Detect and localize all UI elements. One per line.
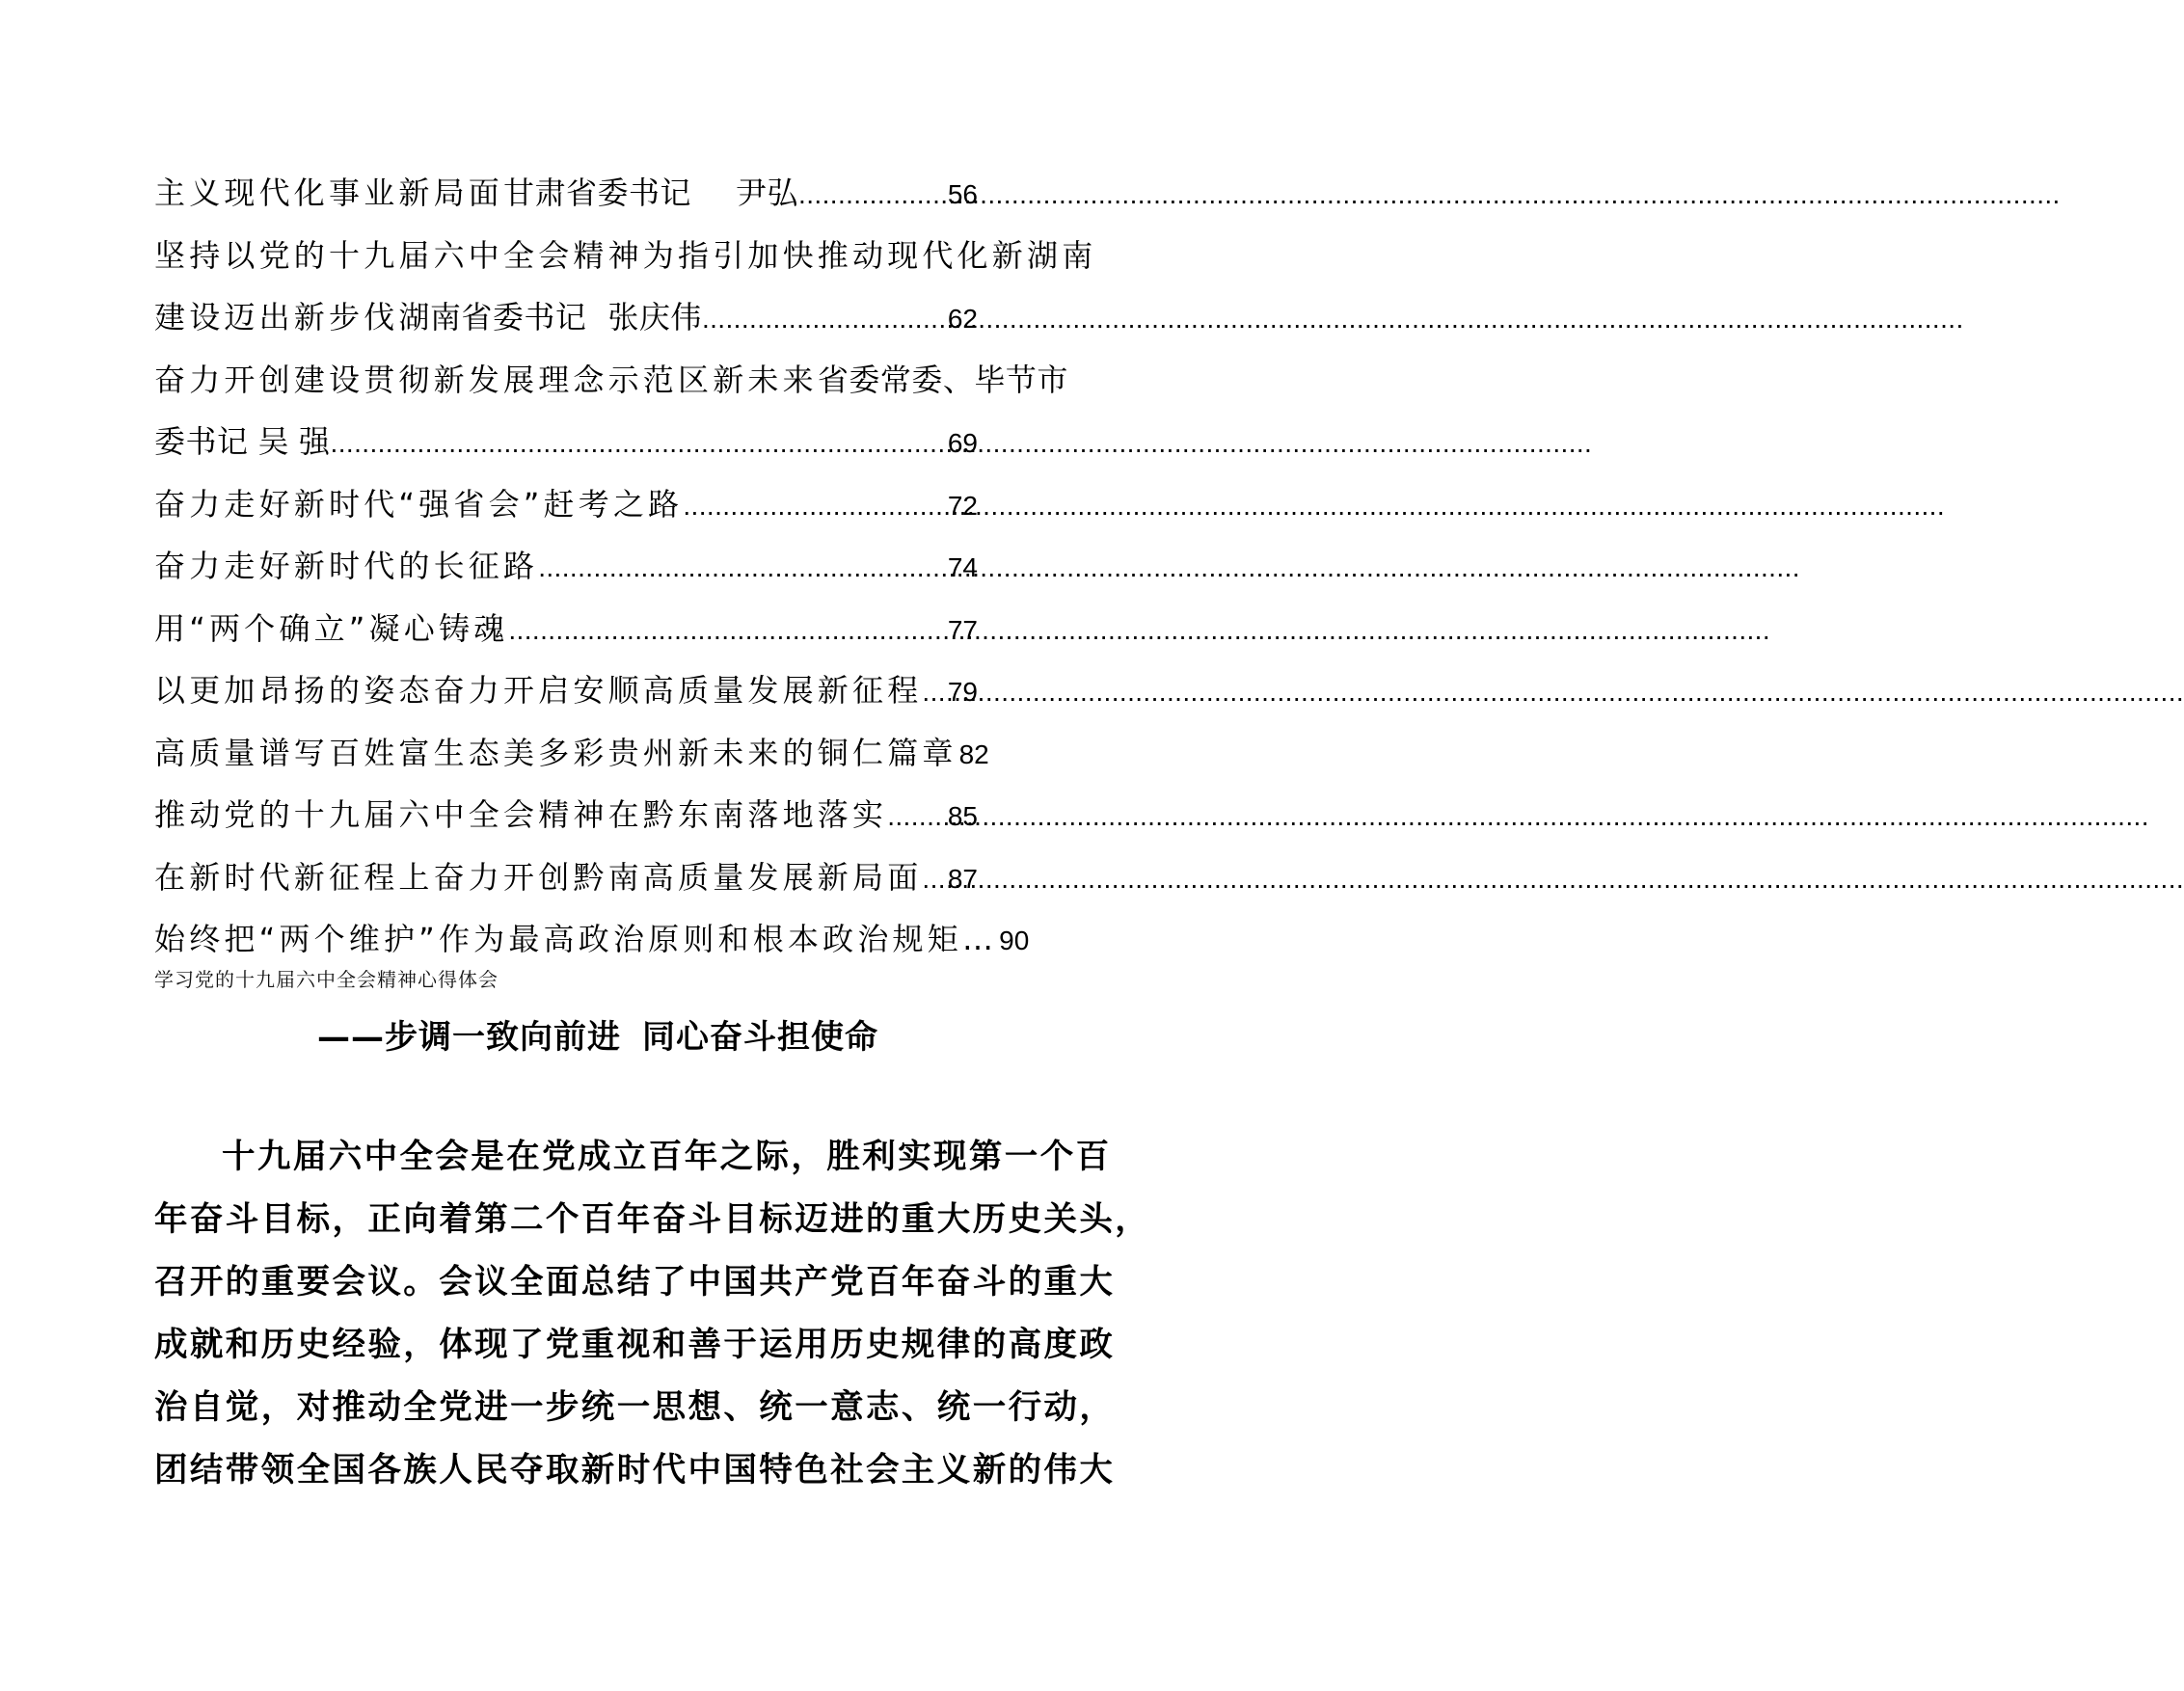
article-subtitle: ——步调一致向前进 同心奋斗担使命 [317, 1018, 878, 1057]
toc-entry[interactable] [154, 784, 978, 846]
toc-leader-dots [683, 475, 945, 538]
toc-entry-author: 省委常委、毕节市 [817, 361, 1068, 398]
toc-leader-dots [538, 537, 946, 600]
toc-entry[interactable] [154, 286, 978, 349]
toc-page-number: 56 [947, 179, 978, 209]
toc-entry-author: 委书记 吴 强 [154, 423, 331, 460]
toc-entry-title: 奋力走好新时代“强省会”赶考之路 [154, 485, 684, 523]
toc-entry-title: 用“两个确立”凝心铸魂 [154, 609, 509, 647]
toc-leader-dots [508, 600, 945, 662]
toc-leader-dots [331, 413, 946, 475]
toc-page-number: 79 [947, 677, 978, 707]
toc-entry-title: 以更加昂扬的姿态奋力开启安顺高质量发展新征程 [154, 672, 923, 709]
toc-entry[interactable] [154, 349, 1068, 412]
toc-page-number: 69 [947, 428, 978, 458]
body-text-line: 团结带领全国各族人民夺取新时代中国特色社会主义新的伟大 [154, 1451, 1116, 1490]
body-text-line: 十九届六中全会是在党成立百年之际，胜利实现第一个百 [222, 1138, 1112, 1176]
toc-leader-dots [922, 661, 945, 724]
toc-leader-dots [798, 164, 946, 227]
toc-entry-title: 奋力走好新时代的长征路 [154, 548, 539, 584]
toc-page-number: 62 [947, 304, 978, 334]
toc-entry[interactable] [154, 659, 978, 722]
toc-entry-title: 在新时代新征程上奋力开创黔南高质量发展新局面 [154, 858, 923, 896]
body-text-line: 成就和历史经验，体现了党重视和善于运用历史规律的高度政 [154, 1326, 1116, 1364]
body-text-line: 年奋斗目标，正向着第二个百年奋斗目标迈进的重大历史关头， [154, 1200, 1151, 1239]
toc-page-number: 82 [958, 738, 989, 769]
toc-entry-title: 坚持以党的十九届六中全会精神为指引加快推动现代化新湖南 [154, 236, 1097, 274]
body-text-line: 治自觉，对推动全党进一步统一思想、统一意志、统一行动， [154, 1388, 1116, 1427]
toc-entry-title: 主义现代化事业新局面 [154, 174, 504, 211]
toc-entry[interactable] [154, 473, 978, 536]
toc-entry[interactable] [154, 908, 1030, 971]
toc-entry[interactable] [154, 846, 978, 909]
toc-page-number: 77 [947, 614, 978, 645]
toc-leader-dots [702, 288, 946, 351]
toc-entry-author: 甘肃省委书记 尹弘 [503, 174, 799, 211]
toc-entry[interactable] [154, 722, 989, 785]
toc-page-number: 85 [947, 801, 978, 831]
article-body [154, 1126, 1151, 1502]
toc-entry[interactable] [154, 598, 978, 660]
toc-leader-dots [887, 786, 946, 848]
toc-entry[interactable] [154, 411, 978, 473]
toc-page-number: 87 [947, 863, 978, 894]
toc-entry-title: 奋力开创建设贯彻新发展理念示范区新未来 [154, 361, 818, 398]
body-text-line: 召开的重要会议。会议全面总结了中国共产党百年奋斗的重大 [154, 1263, 1116, 1302]
toc-entry-title: 推动党的十九届六中全会精神在黔东南落地落实 [154, 796, 888, 833]
toc-page-number: 72 [947, 490, 978, 521]
toc-page-number: 74 [947, 552, 978, 582]
toc-entry[interactable] [154, 535, 978, 598]
running-head: 学习党的十九届六中全会精神心得体会 [154, 968, 499, 991]
toc-entry[interactable] [154, 162, 978, 225]
toc-page-number: 90 [999, 926, 1030, 955]
table-of-contents [154, 162, 1097, 971]
toc-leader-dots [922, 848, 945, 911]
toc-entry-title: 高质量谱写百姓富生态美多彩贵州新未来的铜仁篇章 [154, 734, 957, 771]
toc-entry-title: 建设迈出新步伐 [154, 299, 399, 336]
toc-entry-author: 湖南省委书记 张庆伟 [398, 299, 702, 336]
toc-entry-title: 始终把“两个维护”作为最高政治原则和根本政治规矩… [154, 921, 998, 957]
toc-entry[interactable] [154, 225, 1097, 287]
